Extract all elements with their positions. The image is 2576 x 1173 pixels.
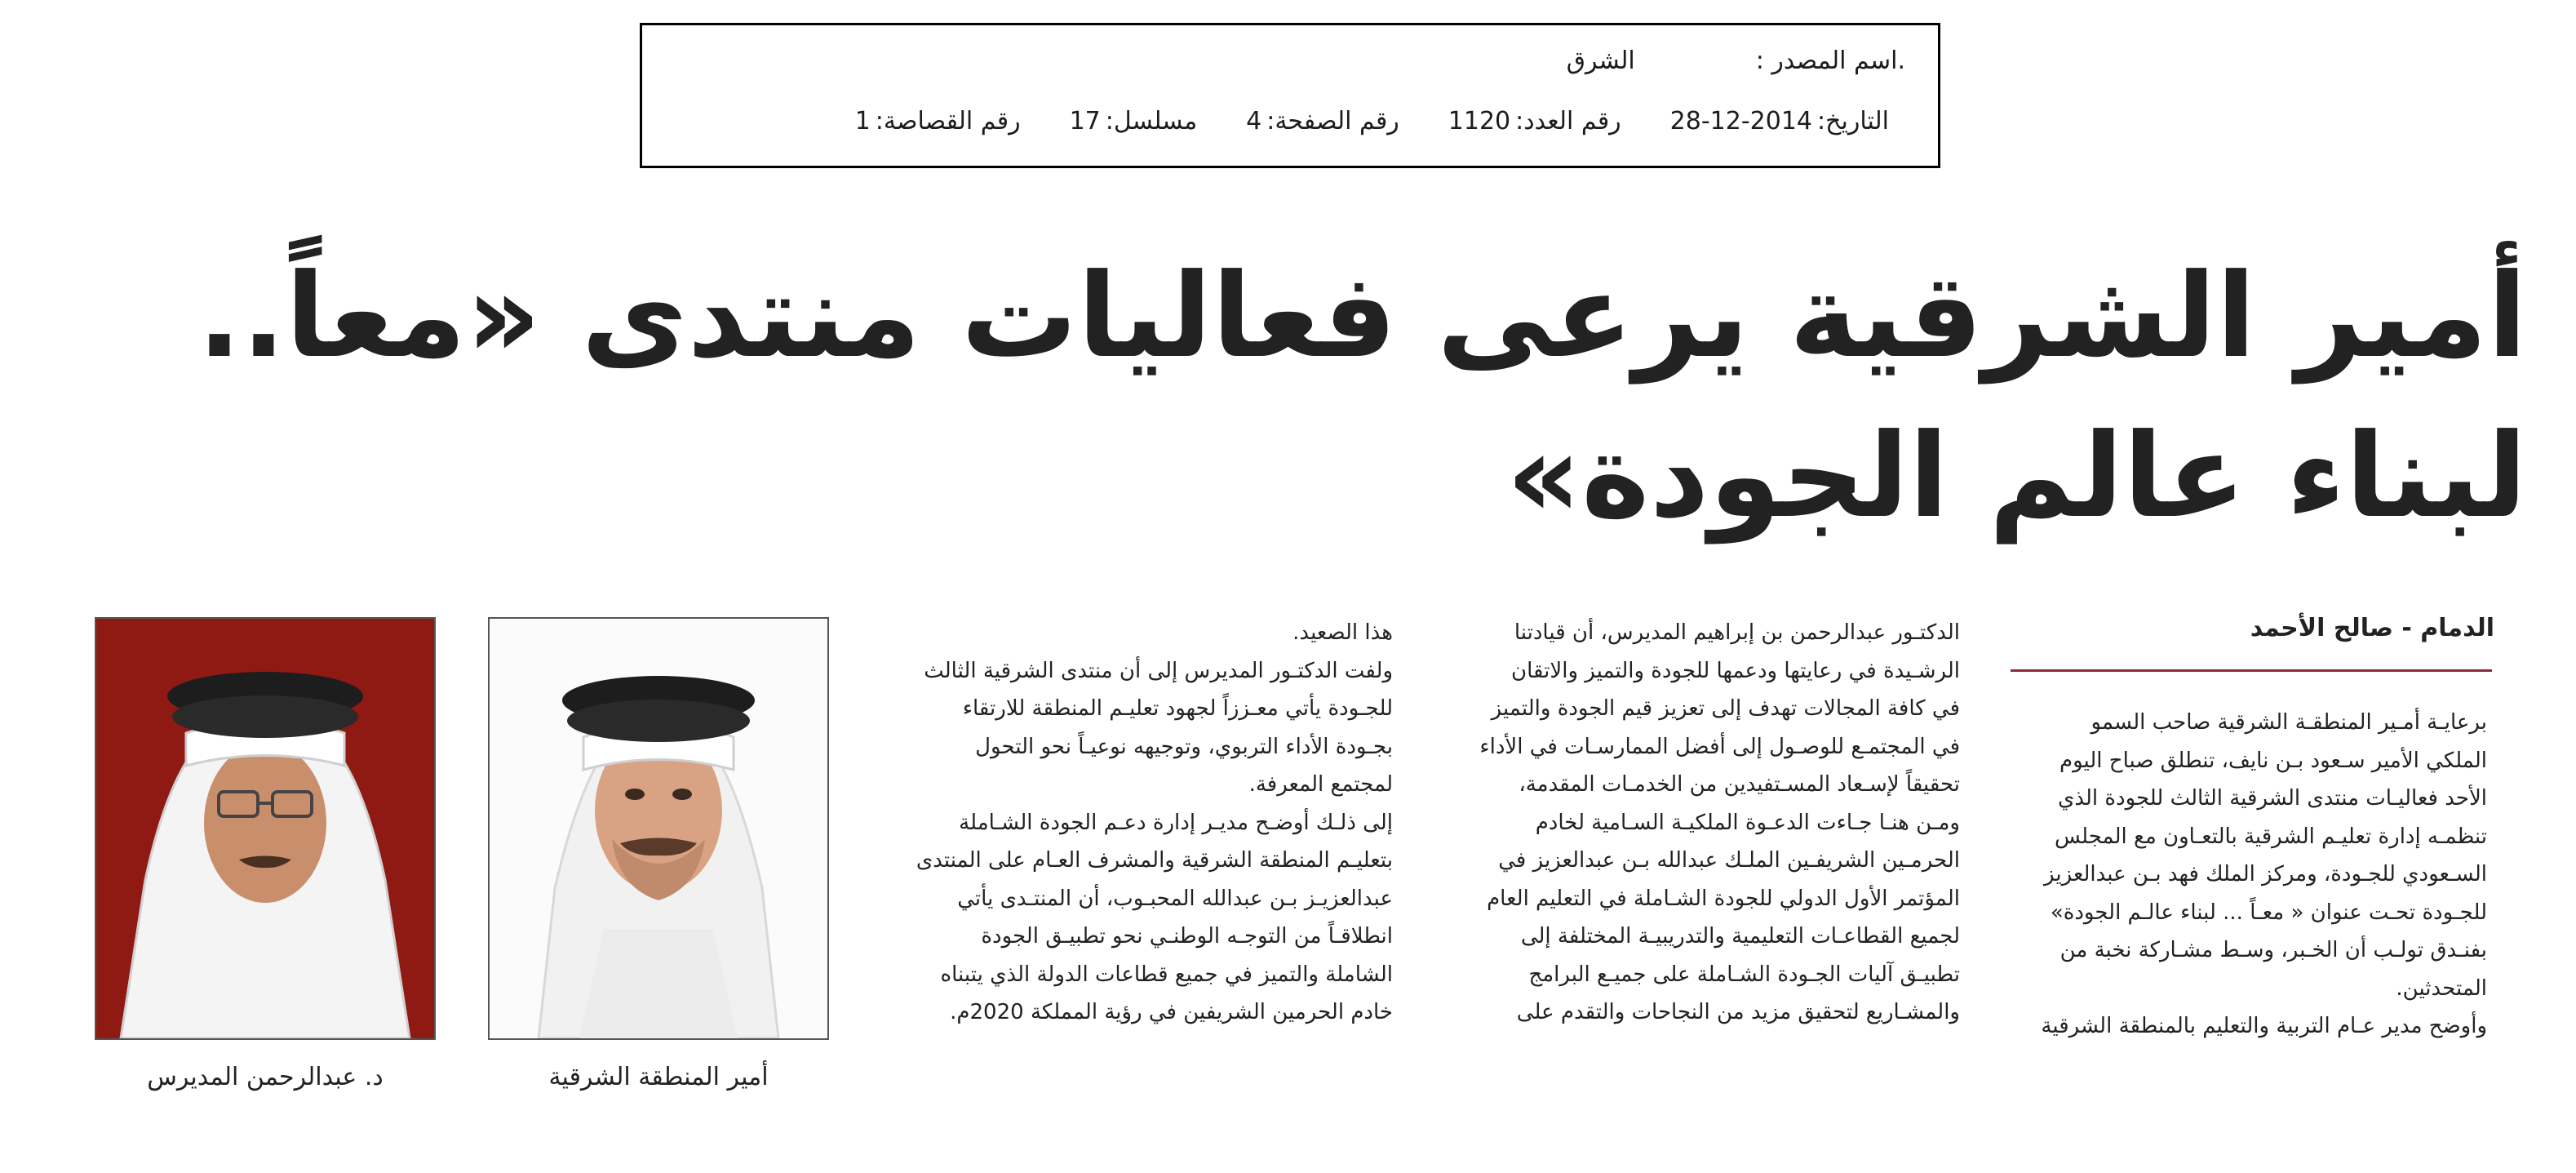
article-column-1: برعايـة أمـير المنطقـة الشرقية صاحب السمو الملكي الأمير سـعود بـن نايف، تنطلق صباح اليوم الأحد فعاليـات منتدى الشرقية الثالث للجودة الذي تنظمـه إدارة تعليـم الشرقية بالتعـاون مع المجلس السـعودي للجـودة، ومركز الملك فهد بـن عبدالعزيز للجـودة تحـت عنوان « معـاً ... لبناء عالـم الجودة» بفنـدق تولـب أن الخـبر، وسـط مشـاركة نخبة من المتحدثين. وأوضح مدير عـام التربية والتعليم بالمنطقة الشرقية xyxy=(2041,710,2487,1038)
page-label: رقم الصفحة: xyxy=(1266,107,1399,136)
source-label: اسم المصدر : xyxy=(1755,47,1898,75)
source-row xyxy=(1567,47,1905,75)
source-info-box xyxy=(640,23,1940,168)
byline: الدمام - صالح الأحمد xyxy=(2250,614,2494,642)
issue-label: رقم العدد: xyxy=(1515,107,1621,136)
serial-label: مسلسل: xyxy=(1105,107,1198,136)
clip-value: 1 xyxy=(854,107,871,136)
byline-divider xyxy=(2011,669,2492,672)
page-value: 4 xyxy=(1246,107,1262,136)
article-headline xyxy=(79,237,2527,557)
date-label: التاريخ: xyxy=(1817,107,1889,136)
headline-line-2: لبناء عالم الجودة» xyxy=(1506,409,2527,544)
source-label-dot: . xyxy=(1897,47,1905,75)
photo-caption-governor: أمير المنطقة الشرقية xyxy=(548,1063,769,1091)
portrait-illustration xyxy=(96,619,434,1038)
clip-label: رقم القصاصة: xyxy=(875,107,1021,136)
headline-line-1: أمير الشرقية يرعى فعاليات منتدى «معاً.. xyxy=(197,249,2527,384)
source-value: الشرق xyxy=(1566,47,1635,75)
article-column-2: الدكتـور عبدالرحمن بن إبراهيم المديرس، أن قيادتنا الرشـيدة في رعايتها ودعمها للجودة والتميز والاتقان في كافة المجالات تهدف إلى تعزيز قيم الجودة والتميز في المجتمـع للوصـول إلى أفضل الممارسـات في الأداء تحقيقاً لإسـعاد المسـتفيدين من الخدمـات المقدمة، ومـن هنـا جـاءت الدعـوة الملكيـة السـامية لخادم الحرمـين الشريفـين الملـك عبدالله بـن عبدالعزيز في المؤتمر الأول الدولي للجودة الشـاملة في التعليم العام لجميع القطاعـات التعليمية والتدريبيـة المختلفة إلى تطبيـق آليات الجـودة الشـاملة على جميـع البرامج والمشـاريع لتحقيق مزيد من النجاحات والتقدم على xyxy=(1479,620,1960,1024)
portrait-illustration xyxy=(490,619,827,1038)
photo-caption-director: د. عبدالرحمن المديرس xyxy=(147,1063,384,1091)
date-value: 28-12-2014 xyxy=(1669,107,1813,136)
director-portrait-photo xyxy=(95,617,436,1040)
article-column-3: هذا الصعيد. ولفت الدكتـور المديرس إلى أن منتدى الشرقية الثالث للجـودة يأتي معـززاً لجهود تعليـم المنطقة للارتقاء بجـودة الأداء التربوي، وتوجيهه نوعيـاً نحو التحول لمجتمع المعرفة. إلى ذلـك أوضـح مديـر إدارة دعـم الجودة الشـاملة بتعليـم المنطقة الشرقية والمشرف العـام على المنتدى عبدالعزيـز بـن عبدالله المحبـوب، أن المنتـدى يأتي انطلاقـاً من التوجـه الوطنـي نحو تطبيـق الجودة الشاملة والتميز في جميع قطاعات الدولة الذي يتبناه خادم الحرمين الشريفين في رؤية المملكة 2020م. xyxy=(916,620,1393,1024)
governor-portrait-photo xyxy=(488,617,829,1040)
serial-value: 17 xyxy=(1069,107,1101,136)
issue-value: 1120 xyxy=(1448,107,1511,136)
issue-info-row xyxy=(855,107,1889,136)
